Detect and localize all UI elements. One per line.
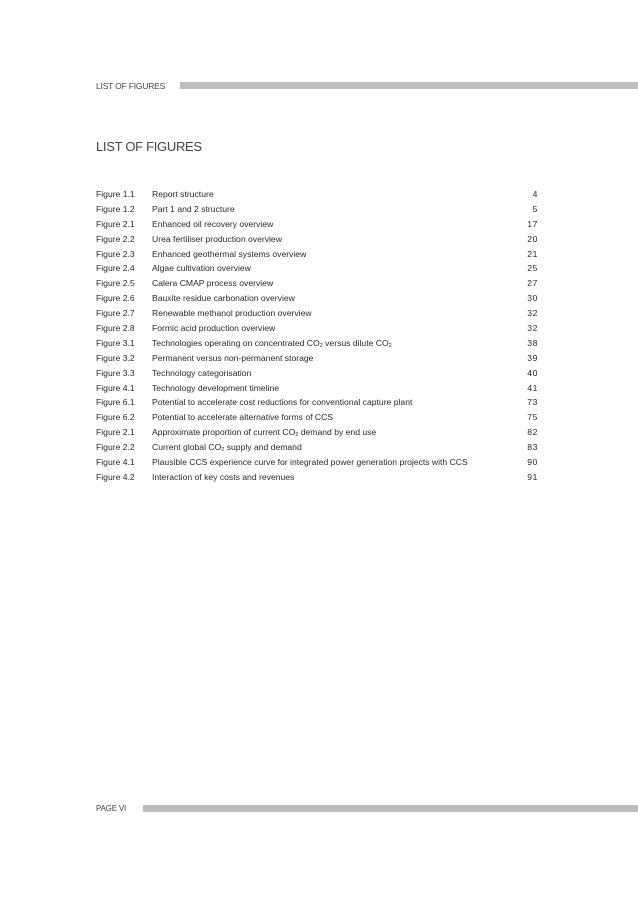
figure-title: Potential to accelerate cost reductions for conventional capture plant	[152, 397, 413, 408]
figure-number: Figure 2.5	[96, 278, 135, 289]
figure-number: Figure 4.1	[96, 457, 135, 468]
figure-page-number: 5	[532, 203, 538, 214]
figure-entry[interactable]	[96, 440, 542, 455]
figure-page-number: 27	[527, 278, 538, 289]
figure-number: Figure 2.8	[96, 323, 135, 334]
figure-page-number: 90	[527, 457, 538, 468]
figure-entry[interactable]	[96, 351, 542, 366]
page-number-label: PAGE VI	[96, 804, 127, 813]
figure-entry[interactable]	[96, 187, 542, 202]
figure-entry[interactable]	[96, 455, 542, 470]
figure-number: Figure 6.1	[96, 397, 135, 408]
figure-number: Figure 4.1	[96, 382, 135, 393]
figure-entry[interactable]	[96, 261, 542, 276]
figure-entry[interactable]	[96, 202, 542, 217]
figure-title: Interaction of key costs and revenues	[152, 471, 295, 482]
figure-entry[interactable]	[96, 395, 542, 410]
figure-title: Urea fertiliser production overview	[152, 233, 282, 244]
figure-number: Figure 1.1	[96, 189, 135, 199]
header-rule-bar	[180, 82, 638, 89]
running-header-label: LIST OF FIGURES	[96, 81, 166, 91]
figure-entry[interactable]	[96, 366, 542, 381]
figure-entry[interactable]	[96, 217, 542, 232]
figure-number: Figure 2.4	[96, 263, 135, 274]
figure-page-number: 4	[532, 189, 538, 199]
figure-title: Renewable methanol production overview	[152, 308, 312, 319]
figure-entry[interactable]	[96, 470, 542, 485]
figure-title: Report structure	[152, 189, 214, 199]
figure-page-number: 40	[527, 367, 538, 378]
figure-entry[interactable]	[96, 336, 542, 351]
figure-number: Figure 4.2	[96, 471, 135, 482]
figure-title: Part 1 and 2 structure	[152, 203, 235, 214]
figure-number: Figure 3.2	[96, 352, 135, 363]
figure-entry[interactable]	[96, 276, 542, 291]
figure-title: Current global $CO_2$ supply and demand	[152, 442, 302, 454]
figure-title: Algae cultivation overview	[152, 263, 251, 274]
figure-title: Calera CMAP process overview	[152, 278, 274, 289]
figure-page-number: 39	[527, 352, 538, 363]
figure-page-number: 17	[527, 218, 538, 229]
figure-page-number: 83	[527, 442, 538, 453]
figure-page-number: 41	[527, 382, 538, 393]
page-title: LIST OF FIGURES	[96, 139, 202, 154]
figure-page-number: 82	[527, 427, 538, 438]
figure-number: Figure 2.1	[96, 427, 135, 438]
figure-page-number: 91	[527, 471, 538, 482]
figure-page-number: 38	[527, 337, 538, 348]
figure-number: Figure 2.1	[96, 218, 135, 229]
figure-number: Figure 2.6	[96, 293, 135, 304]
figure-page-number: 21	[527, 248, 538, 259]
figure-page-number: 20	[527, 233, 538, 244]
figure-title: Permanent versus non-permanent storage	[152, 352, 314, 363]
figure-entry[interactable]	[96, 321, 542, 336]
figure-entry[interactable]	[96, 247, 542, 262]
figure-page-number: 73	[527, 397, 538, 408]
figure-entry[interactable]	[96, 425, 542, 440]
figure-number: Figure 2.7	[96, 308, 135, 319]
figure-page-number: 32	[527, 323, 538, 334]
footer-rule-bar	[143, 805, 638, 812]
figure-title: Technologies operating on concentrated $CO_2$ versus dilute $CO_2$	[152, 337, 392, 349]
figure-page-number: 25	[527, 263, 538, 274]
figure-entry[interactable]	[96, 232, 542, 247]
figure-title: Formic acid production overview	[152, 323, 276, 334]
figure-title: Technology categorisation	[152, 367, 252, 378]
figure-list	[96, 187, 542, 485]
figure-entry[interactable]	[96, 306, 542, 321]
figure-number: Figure 6.2	[96, 412, 135, 423]
figure-page-number: 32	[527, 308, 538, 319]
figure-page-number: 75	[527, 412, 538, 423]
figure-number: Figure 3.1	[96, 337, 135, 348]
figure-title: Enhanced geothermal systems overview	[152, 248, 307, 259]
figure-entry[interactable]	[96, 381, 542, 396]
figure-number: Figure 3.3	[96, 367, 135, 378]
figure-number: Figure 2.2	[96, 233, 135, 244]
figure-number: Figure 1.2	[96, 203, 135, 214]
figure-title: Plausible CCS experience curve for integrated power generation projects with CCS	[152, 457, 468, 468]
figure-title: Enhanced oil recovery overview	[152, 218, 274, 229]
figure-page-number: 30	[527, 293, 538, 304]
figure-title: Technology development timeline	[152, 382, 280, 393]
figure-number: Figure 2.2	[96, 442, 135, 453]
figure-title: Bauxite residue carbonation overview	[152, 293, 295, 304]
figure-entry[interactable]	[96, 410, 542, 425]
figure-number: Figure 2.3	[96, 248, 135, 259]
figure-title: Potential to accelerate alternative forms of CCS	[152, 412, 334, 423]
figure-title: Approximate proportion of current $CO_2$ demand by end use	[152, 427, 377, 439]
figure-entry[interactable]	[96, 291, 542, 306]
